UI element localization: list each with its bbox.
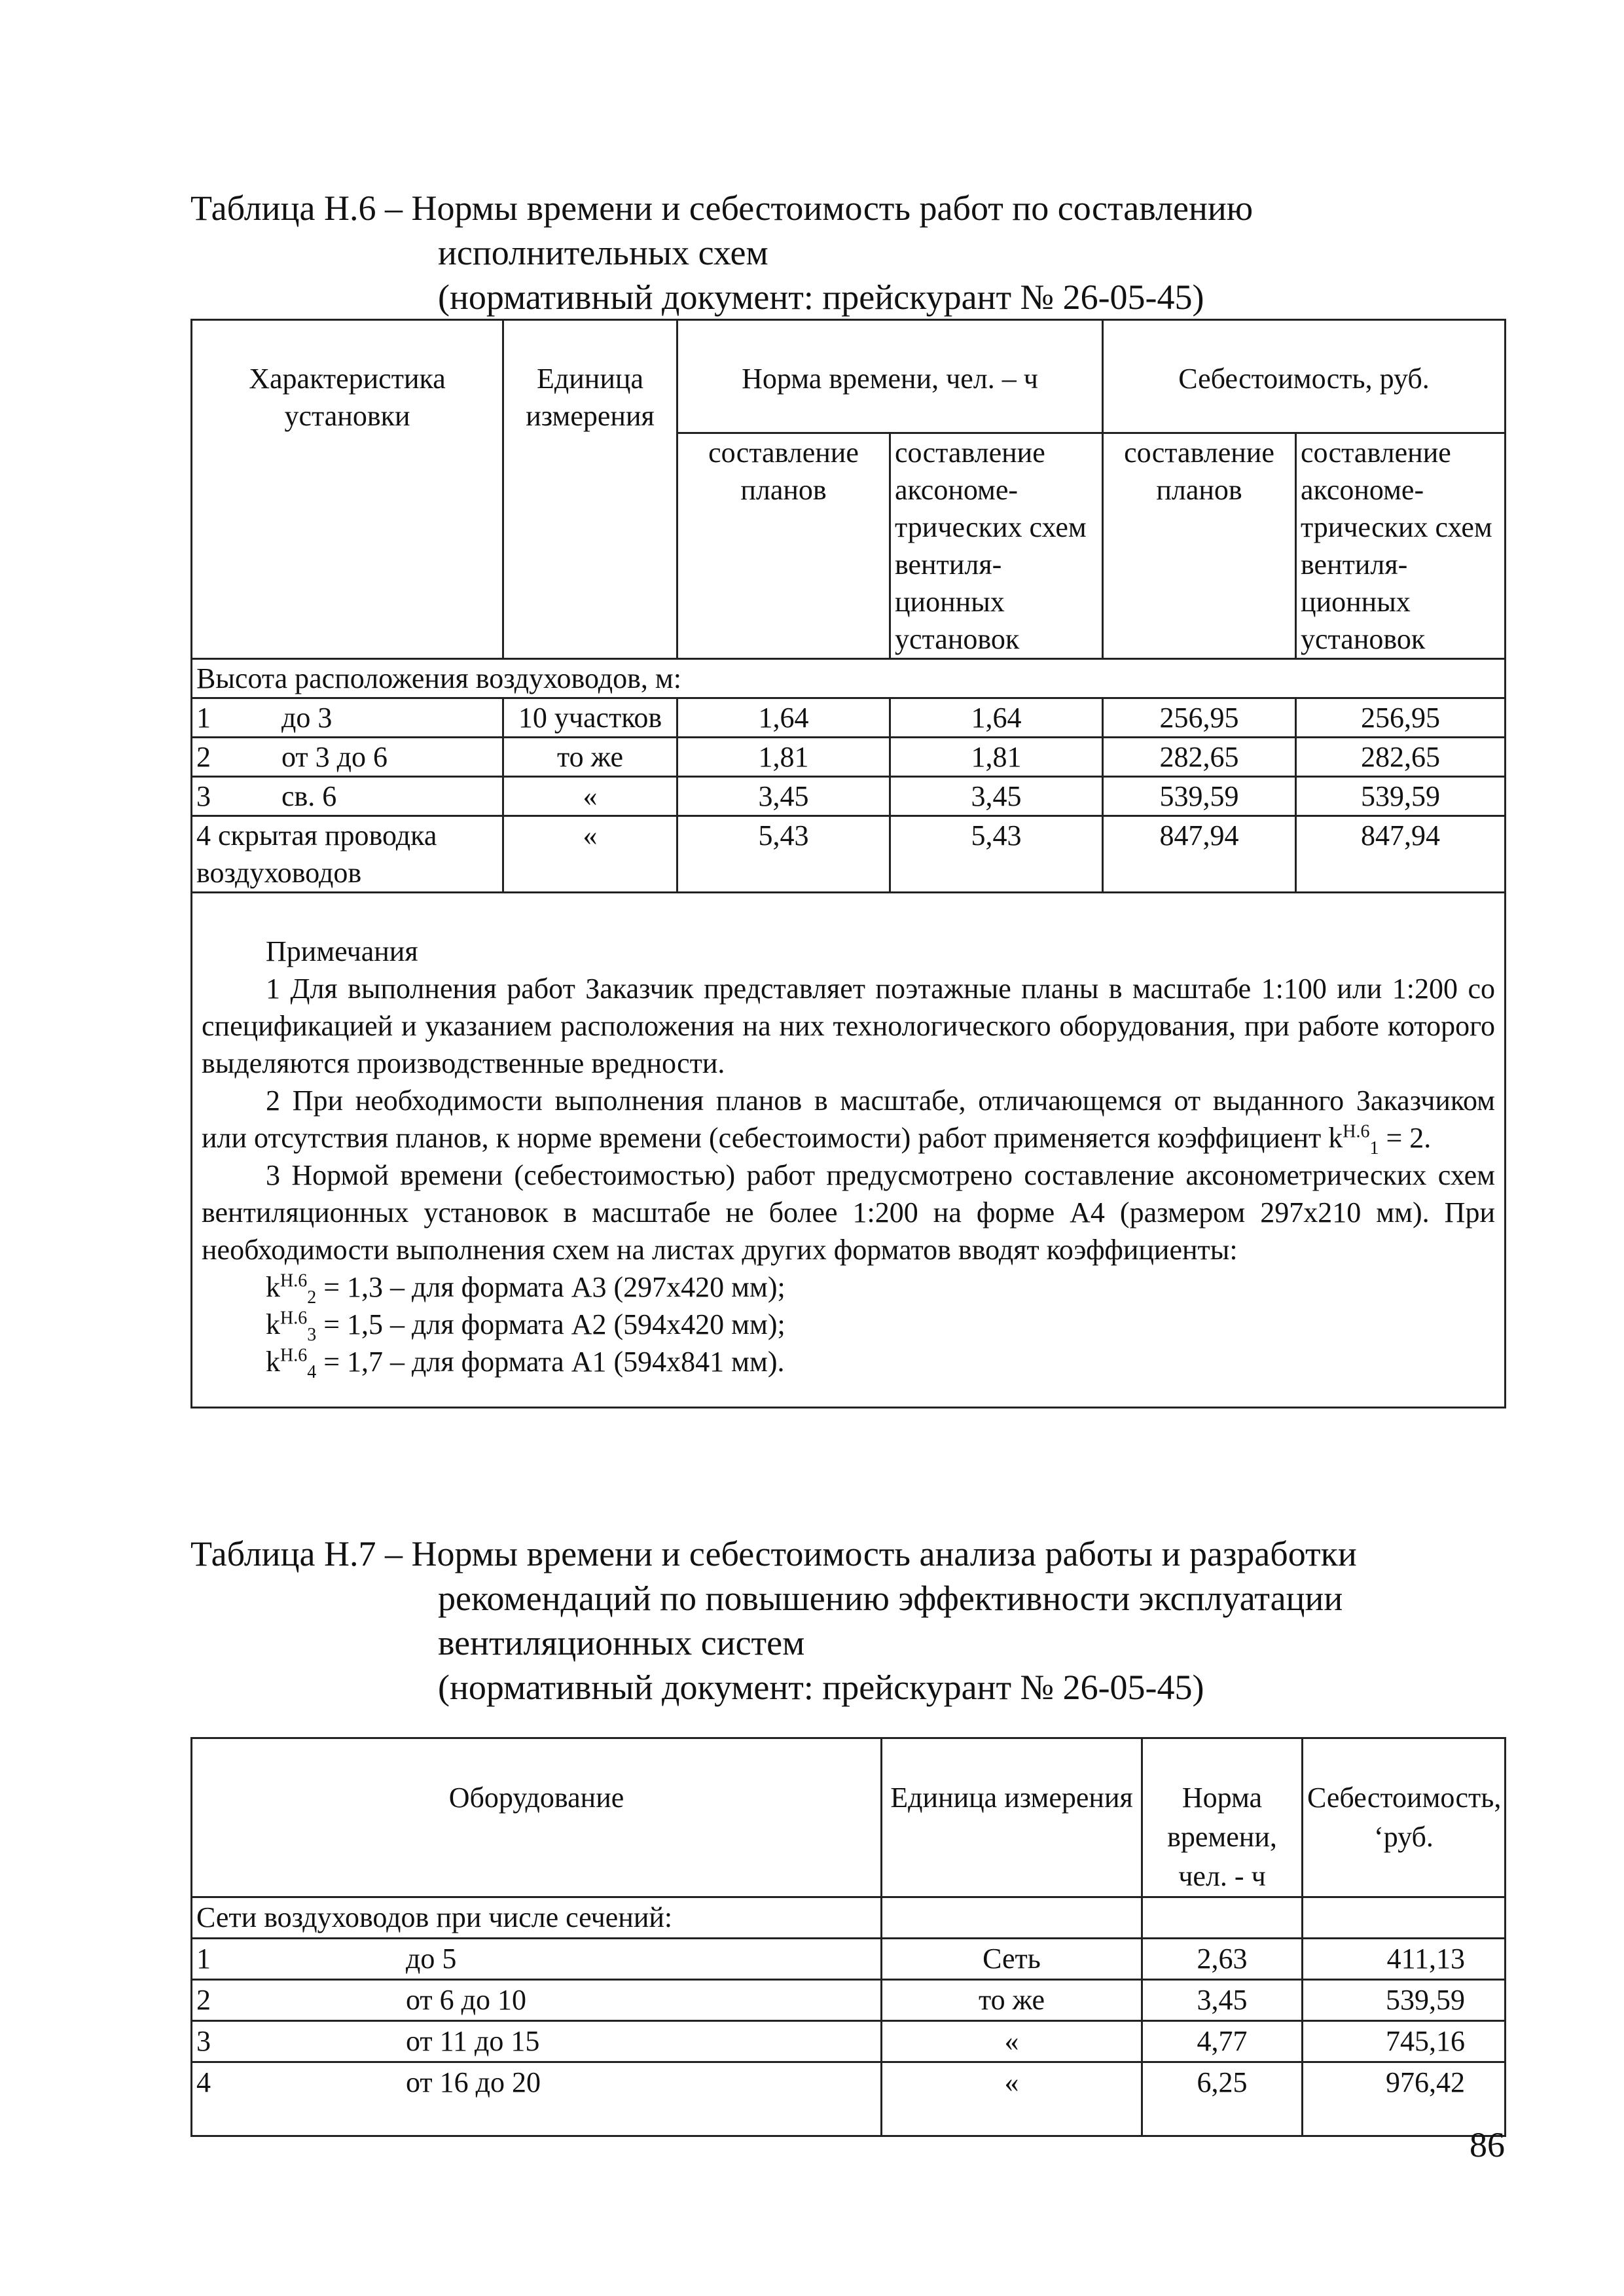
row-label: 2 от 6 до 10: [192, 1980, 882, 2021]
table-row: [192, 777, 1506, 816]
table6-section-row: [192, 659, 1506, 698]
row-cost: 976,42: [1303, 2062, 1506, 2136]
note-3: 3 Нормой времени (себестоимостью) работ предусмотрено составление аксонометрических схем вентиляционных установок в масштабе не более 1:200 на форме А4 (размером 297х210 мм). При необходимости выполнения схем на листах других форматов вводят коэффициенты:: [202, 1159, 1496, 1266]
row-norm-axon: 3,45: [890, 777, 1103, 816]
header-unit: Единица измерения: [882, 1738, 1142, 1897]
empty-cell: [882, 1897, 1142, 1939]
note-2: 2 При необходимости выполнения планов в масштабе, отличающемся от выданного Заказчиком или отсутствия планов, к норме времени (себестоимости) работ применяется коэффициент $k^{Н.6}_1 = 2$.: [202, 1085, 1496, 1158]
table6-section: Высота расположения воздуховодов, м:: [192, 659, 1506, 698]
table-row: [192, 1939, 1506, 1980]
table6-title-line-3: (нормативный документ: прейскурант № 26-05-45): [438, 278, 1204, 317]
table7-title-line-4: (нормативный документ: прейскурант № 26-05-45): [438, 1668, 1204, 1707]
empty-cell: [1303, 1897, 1506, 1939]
page-number: 86: [1470, 2125, 1505, 2164]
row-label: 3 от 11 до 15: [192, 2021, 882, 2062]
table-row: [192, 1980, 1506, 2021]
row-norm-plans: 1,81: [677, 738, 890, 777]
header-unit: Единица измерения: [503, 320, 677, 659]
row-cost-plans: 256,95: [1103, 698, 1296, 738]
header-cost: Себестоимость, ‘руб.: [1303, 1738, 1506, 1897]
header-cost-axon: составление аксономе-трических схем вентиля-ционных установок: [1296, 433, 1506, 659]
notes-heading: Примечания: [266, 935, 418, 967]
row-norm: 3,45: [1142, 1980, 1303, 2021]
row-norm-plans: 1,64: [677, 698, 890, 738]
table6-title: [190, 186, 1253, 319]
empty-cell: [1142, 1897, 1303, 1939]
header-characteristic: Характеристика установки: [192, 320, 503, 659]
row-norm: 4,77: [1142, 2021, 1303, 2062]
row-unit: «: [882, 2021, 1142, 2062]
row-label: 4 от 16 до 20: [192, 2062, 882, 2136]
row-norm: 6,25: [1142, 2062, 1303, 2136]
row-cost: 745,16: [1303, 2021, 1506, 2062]
row-unit: 10 участков: [503, 698, 677, 738]
row-unit: «: [882, 2062, 1142, 2136]
row-norm-plans: 5,43: [677, 816, 890, 893]
row-label: 1 до 3: [192, 698, 503, 738]
table6: [190, 319, 1506, 1408]
row-norm-axon: 5,43: [890, 816, 1103, 893]
row-cost: 411,13: [1303, 1939, 1506, 1980]
table7: [190, 1737, 1506, 2137]
row-cost-plans: 539,59: [1103, 777, 1296, 816]
header-norm-plans: составление планов: [677, 433, 890, 659]
row-label: 1 до 5: [192, 1939, 882, 1980]
table6-header-row-1: [192, 320, 1506, 433]
table-row: [192, 816, 1506, 893]
table6-title-line-1: Таблица Н.6 – Нормы времени и себестоимость работ по составлению: [190, 188, 1254, 228]
table6-title-line-2: исполнительных схем: [438, 233, 768, 272]
header-equipment: Оборудование: [192, 1738, 882, 1897]
table-row: [192, 2062, 1506, 2136]
row-cost-plans: 282,65: [1103, 738, 1296, 777]
row-cost-axon: 847,94: [1296, 816, 1506, 893]
row-label: 3 св. 6: [192, 777, 503, 816]
table6-notes: [192, 893, 1506, 1408]
table-row: [192, 698, 1506, 738]
coef-k4: $k^{Н.6}_4 = 1,7$ – для формата А1 (594х841 мм).: [266, 1345, 785, 1382]
row-cost-axon: 282,65: [1296, 738, 1506, 777]
row-label: 4 скрытая проводка воздуховодов: [192, 816, 503, 893]
row-label: 2 от 3 до 6: [192, 738, 503, 777]
header-norm: Норма времени, чел. - ч: [1142, 1738, 1303, 1897]
table-row: [192, 738, 1506, 777]
table6-notes-row: [192, 893, 1506, 1408]
row-norm: 2,63: [1142, 1939, 1303, 1980]
row-norm-axon: 1,81: [890, 738, 1103, 777]
table-row: [192, 2021, 1506, 2062]
table7-section: Сети воздуховодов при числе сечений:: [192, 1897, 882, 1939]
header-cost-plans: составление планов: [1103, 433, 1296, 659]
row-unit: то же: [503, 738, 677, 777]
row-norm-plans: 3,45: [677, 777, 890, 816]
table7-section-row: [192, 1897, 1506, 1939]
row-unit: «: [503, 816, 677, 893]
row-cost-axon: 256,95: [1296, 698, 1506, 738]
coef-k3: $k^{Н.6}_3 = 1,5$ – для формата А2 (594х420 мм);: [266, 1308, 785, 1345]
table7-title-line-2: рекомендаций по повышению эффективности эксплуатации: [438, 1579, 1343, 1618]
coef-k2: $k^{Н.6}_2 = 1,3$ – для формата А3 (297х420 мм);: [266, 1270, 785, 1308]
header-norm-axon: составление аксономе-трических схем вентиля-ционных установок: [890, 433, 1103, 659]
table7-title-line-1: Таблица Н.7 – Нормы времени и себестоимость анализа работы и разработки: [190, 1534, 1357, 1573]
table7-title-line-3: вентиляционных систем: [438, 1623, 805, 1662]
row-unit: «: [503, 777, 677, 816]
row-unit: то же: [882, 1980, 1142, 2021]
header-norm: Норма времени, чел. – ч: [677, 320, 1103, 433]
row-cost-plans: 847,94: [1103, 816, 1296, 893]
row-unit: Сеть: [882, 1939, 1142, 1980]
table7-title: [190, 1532, 1357, 1710]
header-cost: Себестоимость, руб.: [1103, 320, 1506, 433]
row-cost: 539,59: [1303, 1980, 1506, 2021]
row-norm-axon: 1,64: [890, 698, 1103, 738]
row-cost-axon: 539,59: [1296, 777, 1506, 816]
note-1: 1 Для выполнения работ Заказчик представляет поэтажные планы в масштабе 1:100 или 1:200 со спецификацией и указанием расположения на них технологического оборудования, при работе которого выделяются производственные вредности.: [202, 973, 1496, 1079]
table7-header-row: [192, 1738, 1506, 1897]
